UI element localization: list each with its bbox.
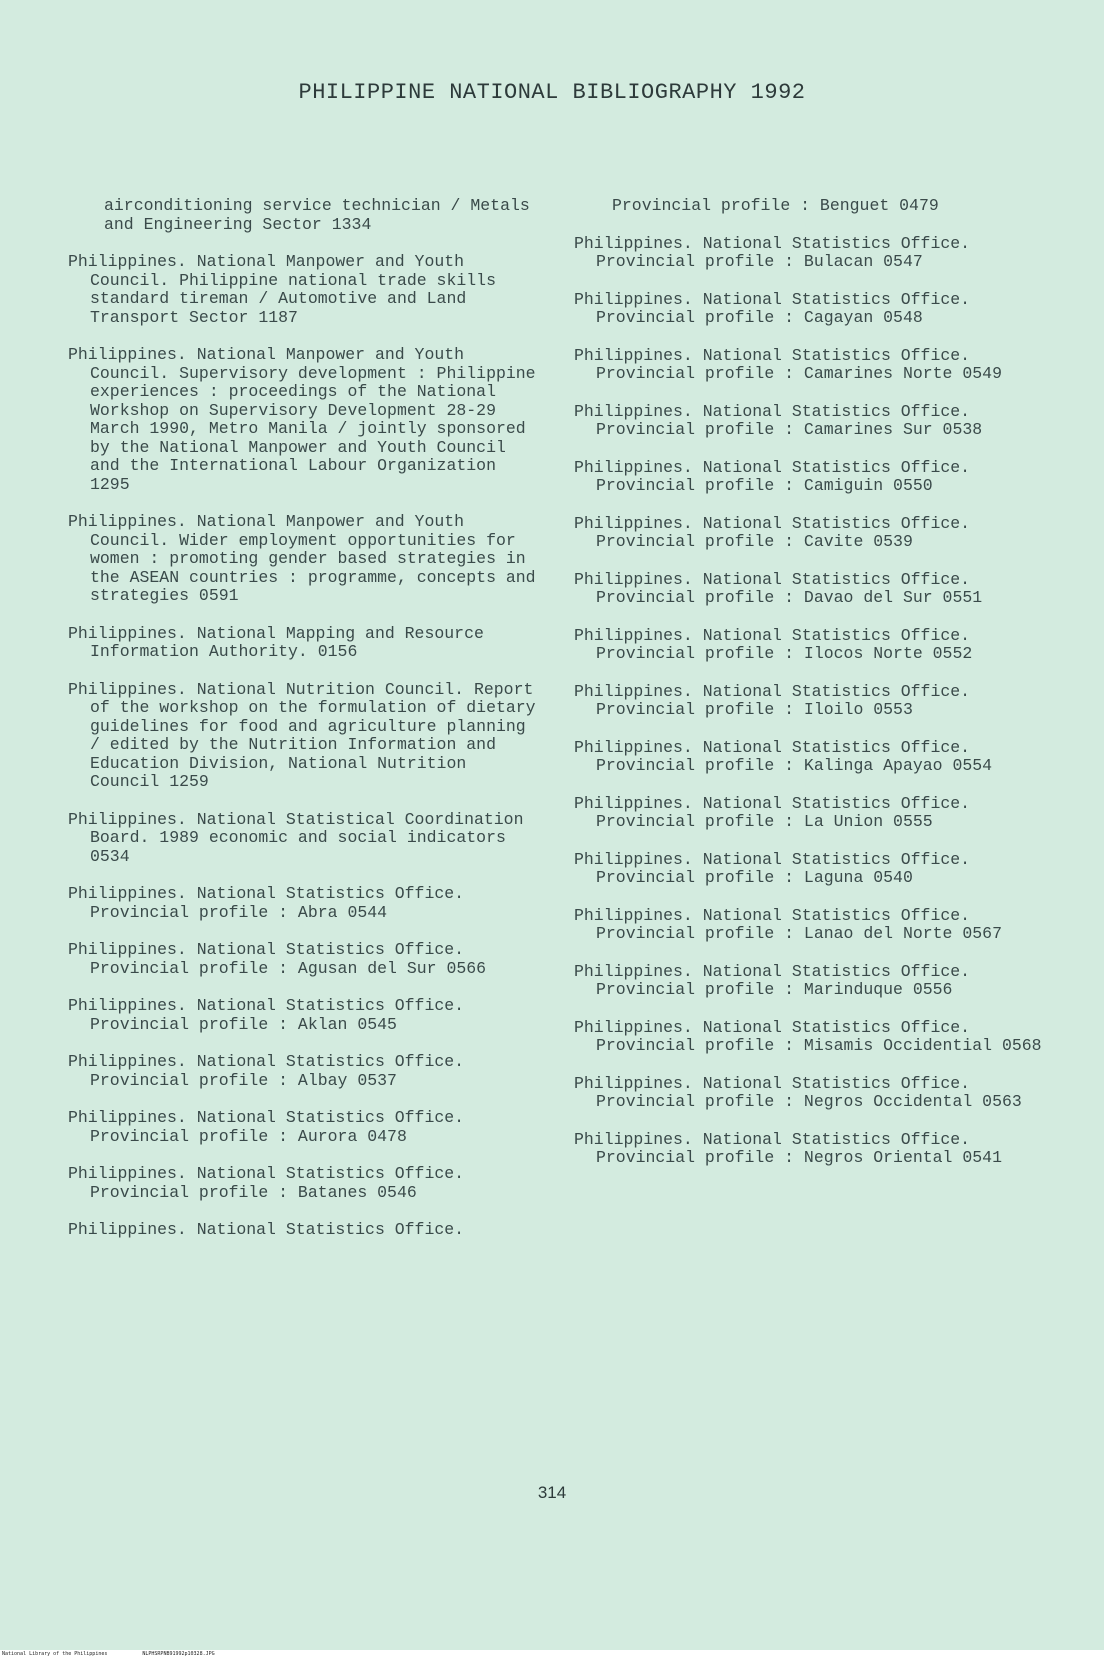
bibliography-entry: Provincial profile : Benguet 0479 xyxy=(612,196,939,215)
bibliography-entry: Philippines. National Statistics Office. Provincial profile : Iloilo 0553 xyxy=(574,681,971,719)
scan-footer xyxy=(0,1650,1104,1658)
bibliography-entry: Philippines. National Manpower and Youth Council. Supervisory development : Philippine experiences : proceedings of the National Workshop on Supervisory Development 28-29 March 1990, Metro Manila / jointly sponsored by the National Manpower and Youth Council and the International Labour Organization 1295 xyxy=(68,345,536,494)
bibliography-entry: Philippines. National Statistics Office. Provincial profile : Camarines Norte 0549 xyxy=(574,345,1002,383)
bibliography-entry: Philippines. National Statistics Office. Provincial profile : Aurora 0478 xyxy=(68,1108,465,1146)
bibliography-entry: Philippines. National Statistics Office. Provincial profile : Ilocos Norte 0552 xyxy=(574,625,973,663)
left-column xyxy=(68,197,538,1259)
bibliography-entry: Philippines. National Statistics Office. Provincial profile : La Union 0555 xyxy=(574,793,971,831)
right-column xyxy=(574,197,1054,1187)
bibliography-entry: Philippines. National Manpower and Youth Council. Philippine national trade skills standard tireman / Automotive and Land Transport Sector 1187 xyxy=(68,252,496,327)
bibliography-entry: Philippines. National Statistics Office. xyxy=(68,1220,465,1239)
bibliography-entry: Philippines. National Statistics Office. Provincial profile : Batanes 0546 xyxy=(68,1164,465,1202)
bibliography-entry: Philippines. National Statistics Office. Provincial profile : Kalinga Apayao 0554 xyxy=(574,737,993,775)
bibliography-entry: Philippines. National Statistics Office. Provincial profile : Albay 0537 xyxy=(68,1052,465,1090)
bibliography-entry: Philippines. National Statistics Office. Provincial profile : Bulacan 0547 xyxy=(574,233,971,271)
bibliography-entry: Philippines. National Statistics Office. Provincial profile : Aklan 0545 xyxy=(68,996,465,1034)
bibliography-entry: airconditioning service technician / Metals and Engineering Sector 1334 xyxy=(104,196,530,234)
bibliography-entry: Philippines. National Statistics Office. Provincial profile : Lanao del Norte 0567 xyxy=(574,905,1002,943)
bibliography-entry: Philippines. National Statistics Office. Provincial profile : Misamis Occidential 0568 xyxy=(574,1017,1042,1055)
bibliography-entry: Philippines. National Statistics Office. Provincial profile : Camarines Sur 0538 xyxy=(574,401,983,439)
footer-filename: NLPHSRPNB91992p10328.JPG xyxy=(142,1651,215,1657)
footer-library: National Library of the Philippines xyxy=(2,1651,108,1657)
bibliography-entry: Philippines. National Manpower and Youth Council. Wider employment opportunities for women : promoting gender based strategies in the ASEAN countries : programme, concepts and strategies 0591 xyxy=(68,512,536,605)
bibliography-entry: Philippines. National Statistics Office. Provincial profile : Laguna 0540 xyxy=(574,849,971,887)
bibliography-entry: Philippines. National Statistics Office. Provincial profile : Abra 0544 xyxy=(68,884,465,922)
bibliography-entry: Philippines. National Statistics Office. Provincial profile : Davao del Sur 0551 xyxy=(574,569,983,607)
bibliography-entry: Philippines. National Statistics Office. Provincial profile : Cagayan 0548 xyxy=(574,289,971,327)
bibliography-entry: Philippines. National Statistics Office. Provincial profile : Agusan del Sur 0566 xyxy=(68,940,487,978)
bibliography-entry: Philippines. National Statistics Office. Provincial profile : Negros Oriental 0541 xyxy=(574,1129,1002,1167)
bibliography-entry: Philippines. National Statistics Office. Provincial profile : Cavite 0539 xyxy=(574,513,971,551)
bibliography-entry: Philippines. National Statistics Office. Provincial profile : Negros Occidental 0563 xyxy=(574,1073,1022,1111)
page-number: 314 xyxy=(537,1483,567,1502)
bibliography-entry: Philippines. National Mapping and Resource Information Authority. 0156 xyxy=(68,623,484,661)
bibliography-entry: Philippines. National Statistical Coordination Board. 1989 economic and social indicators 0534 xyxy=(68,809,524,866)
page-title: PHILIPPINE NATIONAL BIBLIOGRAPHY 1992 xyxy=(298,80,806,105)
bibliography-entry: Philippines. National Nutrition Council. Report of the workshop on the formulation of dietary guidelines for food and agriculture planning / edited by the Nutrition Information and Education Division, National Nutrition Council 1259 xyxy=(68,679,536,791)
bibliography-entry: Philippines. National Statistics Office. Provincial profile : Marinduque 0556 xyxy=(574,961,971,999)
bibliography-entry: Philippines. National Statistics Office. Provincial profile : Camiguin 0550 xyxy=(574,457,971,495)
